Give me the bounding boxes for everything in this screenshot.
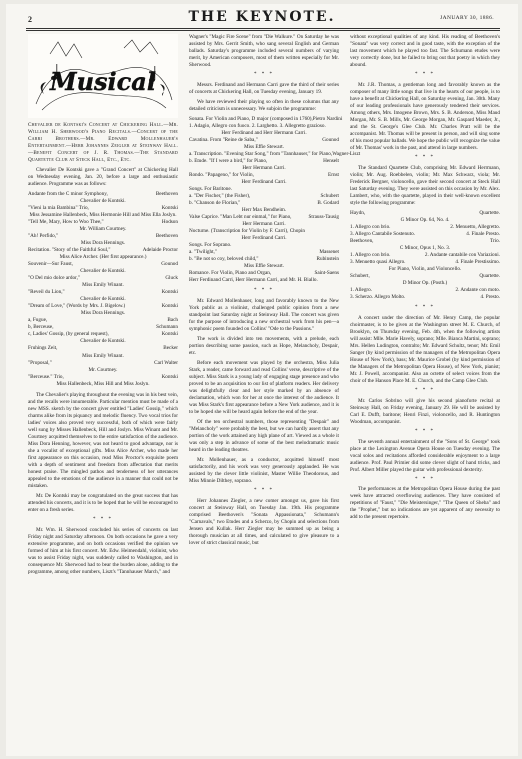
programme-work: Herr Ferdinand Carri, Herr Hermann Carri, and Mr. H. Biallo. xyxy=(189,277,318,284)
col1-headline: Chevalier de Kontski's Concert at Chickering Hall.—Mr. William H. Sherwood's Piano Recitals.—Concert of the Carri Brothers.—Mr. Edward Mollenhauer's Entertainment.—Herr Johannes Zeigler at Steinway Hall.—Benefit Concert of J. R. Thomas.—The Standard Quartette Club at Steck Hall, Etc., Etc. xyxy=(28,122,178,164)
musical-banner-art xyxy=(28,34,178,118)
programme-work: b. Etude. "If I were a bird," for Piano, xyxy=(189,157,268,164)
programme-performer: Herr Hermann Carri. xyxy=(242,221,286,228)
programme-composer: Carl Walter xyxy=(154,359,178,366)
programme-item xyxy=(28,275,178,282)
programme-work: "O Del mio dolce ardor," xyxy=(28,275,80,282)
programme-work: "Tell Me, Mary, How to Woo Thee," xyxy=(28,219,104,226)
programme-composer: Rubinstein xyxy=(316,256,339,263)
programme-item xyxy=(28,219,178,226)
article-paragraph: Herr Johannes Ziegler, a new comer amongst us, gave his first concert at Steinway Hall, on Tuesday Jan. 19th. His programme comprised Beethoven's "Sonata Appassionata," Schumann's "Carnavals," two Etudes and a Scherzo, by Chopin and selections from Jensen and Kullak. Herr Ziegler may be summed up as being a thorough musician at all times, and calculated to give pleasure to a lover of strict classical music, but xyxy=(189,498,339,547)
programme-performer: Mr. William Courtney. xyxy=(79,226,127,233)
programme-work: 1. Allegro con brio. xyxy=(350,251,391,258)
programme-composer: Saint-Saens xyxy=(314,270,339,277)
programme-work: a. "Der Fischer," (the Fisher), xyxy=(189,193,251,200)
programme-performer: Miss Effie Stewart. xyxy=(243,263,285,270)
programme-item xyxy=(28,261,178,268)
page-number: 2 xyxy=(28,15,32,24)
programme-work: 3. Allegro Cantabile Sostenuto. xyxy=(350,230,415,237)
programme-work: 1. Allegro. xyxy=(350,287,373,293)
programme-work: Sonata. For Violin and Piano, D major (composed in 1760), xyxy=(189,115,313,122)
col1-paragraphs xyxy=(28,392,178,576)
programme-performer: Miss Jessamine Hallenbeck, Miss Hermonie Hill and Miss Ella Joslyn. xyxy=(29,212,177,219)
programme-performer: Herr Hermann Carri. xyxy=(242,165,286,171)
column-1 xyxy=(28,34,178,579)
programme-work: Cavatina. From "Reine de Saba," xyxy=(189,136,258,143)
programme-composer: Beethoven xyxy=(155,191,178,198)
programme-item xyxy=(189,115,343,123)
article-paragraph: The performances at the Metropolitan Opera House during the past week have attracted overflowing audiences. They have consisted of repetitions of "Faust," "Die Meistersinger," "The Queen of Sheba" and the "Prophet," but no indications are yet apparent of any necessity to add to the present repertoire. xyxy=(350,486,500,521)
programme-work: Nocturne. (Transcription for Violin by F. Carri), Chopin xyxy=(189,228,305,235)
programme-composer: Beethoven xyxy=(155,233,178,240)
programme-composer: Henselt xyxy=(323,157,339,164)
masthead: THE KEYNOTE. xyxy=(188,9,336,25)
programme-composer: Becker xyxy=(163,345,178,352)
col2-para-0: Wagner's "Magic Fire Scene" from "Die Walkure." On Saturday he was assisted by Mrs. Gerrit Smith, who sang several English and German ballads. Saturday's programme included several numbers of varying merit, by American composers, most of them written especially for Mr. Sherwood. xyxy=(189,34,339,69)
programme-work: Andante from the C minor Symphony, xyxy=(28,191,108,198)
programme-work: Schubert, xyxy=(350,272,370,279)
programme-item xyxy=(189,137,339,144)
programme-composer: 4. Presto. xyxy=(480,294,500,301)
programme-performer: Miss Effie Stewart. xyxy=(243,143,285,150)
programme-composer: 4. Finale Prestissimo. xyxy=(455,258,500,265)
programme-work: b. "Be not so coy, beloved child," xyxy=(189,256,259,263)
programme-composer: Gluck xyxy=(165,275,178,282)
col3-para-0: without exceptional qualities of any kind. His reading of Beethoven's "Sonata" was very correct and in good taste, with the exception of the last movement which he played too fast. The Schumann etudes were very correctly done, but he failed to bring out that poetry in which they abound. xyxy=(350,34,500,69)
newspaper-page xyxy=(6,4,518,756)
programme-performer: Miss Dora Hennings. xyxy=(80,240,126,247)
programme-composer: 2. Andante cantabile con Variazioni. xyxy=(424,251,500,258)
programme-work: Fruhings Zeit, xyxy=(28,345,58,352)
programme-composer: Quartette. xyxy=(479,209,500,216)
programme-composer: Wagner-Liszt xyxy=(332,150,361,157)
programme-item xyxy=(28,374,178,381)
programme-work: b. "Chanson de Florian," xyxy=(189,200,241,207)
programme-work: c, Ladies' Gossip, (by general request), xyxy=(28,331,109,338)
programme-performer: Chevalier de Kontski. xyxy=(80,198,126,205)
programme-item xyxy=(350,273,500,280)
programme-performer: Herr Max Bendheim. xyxy=(241,207,287,214)
article-paragraph: Of the ten orchestral numbers, those representing "Despair" and "Melancholy" were probably the best, but we can hardly assert that any portion of the work attained any high plane of art. Viewed as a whole it was only a step in advance of some of the best melodramatic music heard in the leading theatres. xyxy=(189,419,339,454)
programme-composer: Kontski xyxy=(161,331,178,338)
article-paragraph: The work is divided into ten movements, with a prelude, each portion describing some passion, such as Hope, Melancholy, Despair, etc. xyxy=(189,336,339,357)
programme-composer: Adelaide Proctor xyxy=(142,247,178,254)
programme-composer: Kontski xyxy=(161,303,178,310)
programme-performer: Miss Dora Hennings. xyxy=(80,310,126,317)
programme-performer: Chevalier de Kontski. xyxy=(80,296,126,303)
article-paragraph: Mr. Carlos Sobrino will give his second pianoforte recital at Steinway Hall, on Friday evening, January 29. He will be assisted by Carl E. Dufft, baritone; Henri Finzi, violoncello, and R. Huntington Woodman, accompanist. xyxy=(350,397,500,425)
programme-composer: Schumann xyxy=(156,324,178,331)
programme-item xyxy=(28,331,178,338)
programme-item xyxy=(28,360,178,367)
programme-work: Songs. For Baritone. xyxy=(189,186,232,193)
column-3 xyxy=(350,34,500,524)
programme-item xyxy=(189,172,339,179)
col1-intro: Chevalier De Kontski gave a "Grand Concert" at Chickering Hall on Wednesday evening, Jan. 20, before a large and enthusiastic audience. Programme was as follows: xyxy=(28,167,178,188)
programme-work: Beethoven, xyxy=(350,237,374,244)
col2-paragraphs xyxy=(189,298,339,547)
programme-composer: Schubert xyxy=(320,193,339,200)
banner-title: Musical xyxy=(50,67,156,96)
programme-work: 3. Menuetto quasi Allegro. xyxy=(350,258,406,265)
programme-performer: C Minor, Opus 1, No. 3. xyxy=(399,244,451,251)
col2-para-2: We have reviewed their playing so often in these columns that any detailed criticism is unnecessary. We subjoin the programme: xyxy=(189,98,339,112)
programme-item xyxy=(189,249,339,256)
programme-composer: Strauss-Tausig xyxy=(308,214,339,221)
programme-performer: For Piano, Violin, and Violoncello. xyxy=(388,265,462,272)
section-divider-stars: * * * xyxy=(415,387,435,393)
programme-composer: Gounod xyxy=(322,136,339,143)
col3-paragraphs xyxy=(350,315,500,522)
article-paragraph: Mr. Wm. H. Sherwood concluded his series of concerts on last Friday night and Saturday afternoon. On both occasions he gave a very extensive programme, and on both occasions verified the opinion we formed of him at his first concert. Mr. Edw. Heimendahl, violinist, who was to assist Friday night, was suddenly called to Washington, and in consequence Mr. Sherwood had to bear the burden alone, adding to the programme, among other numbers, Liszt's "Tannhauser March," and xyxy=(28,526,178,575)
article-paragraph: Before each movement was played by the orchestra, Miss Julia Stark, a reader, came forward and read Collins' verse, descriptive of the subject. Miss Stark is a young lady of engaging stage presence and who proved to be an acquisition to our list of platform readers. Her delivery was delightfully clear and her style marked by an absence of declamation, which won for her at once the interest of the audience. It was Miss Stark's first appearance before a New York audience, and it is to be hoped she will be heard again before the end of the year. xyxy=(189,360,339,416)
programme-work: "Ah! Perfido," xyxy=(28,233,59,240)
programme-item xyxy=(28,303,178,310)
programme-performer: Chevalier de Kontski. xyxy=(80,268,126,275)
programme-item xyxy=(350,238,500,245)
programme-composer: Trio. xyxy=(489,237,500,244)
programme-composer: Pietro Nardini xyxy=(312,115,343,122)
header-rule xyxy=(26,28,500,29)
programme-item xyxy=(350,231,500,238)
programme-work: 1. Allegro con brio. xyxy=(350,223,391,230)
programme-item xyxy=(189,186,339,193)
programme-item xyxy=(28,289,178,296)
programme-work: "Dream of Love," (Words by Mrs. J. Bigelow.) xyxy=(28,303,126,310)
programme-composer: Bach xyxy=(167,317,178,324)
programme-item xyxy=(189,270,339,277)
programme-performer: Herr Ferdinand Carri. xyxy=(241,235,287,242)
programme-performer: Miss Alice Archer. (Her first appearance.) xyxy=(59,254,147,261)
programme-work: 3. Scherzo. Allegro Molto. xyxy=(350,294,406,301)
programme-composer: Kontski xyxy=(161,205,178,212)
programme-item xyxy=(350,294,500,301)
programme-composer: Kontski xyxy=(161,289,178,296)
programme-item xyxy=(350,259,500,266)
section-divider-stars: * * * xyxy=(254,488,274,494)
article-paragraph: Mr. De Kontski may be congratulated on the great success that has attended his concerts, and it is to be hoped that he will be encouraged to enter on a fresh series. xyxy=(28,492,178,513)
musical-banner xyxy=(28,34,178,118)
programme-work: Romance. For Violin, Piano and Organ, xyxy=(189,270,272,277)
programme-composer: Ernst xyxy=(328,172,339,179)
programme-work: Songs. For Soprano. xyxy=(189,242,232,249)
article-paragraph: The seventh annual entertainment of the "Sons of St. George" took place at the Lexington Avenue Opera House on Tuesday evening. The vocal solos and recitations afforded considerable enjoyment to a large audience. Prof. Paul Primier did some clever slight of hand tricks, and Prof. Albert Miller played the guitar with professional dexterity. xyxy=(350,438,500,473)
programme-composer: Massenet xyxy=(319,249,339,256)
programme-work: Valse Caprice. "Man Lebt nur einmal," for Piano, xyxy=(189,214,292,221)
programme-performer: Miss Hallenbeck, Miss Hill and Miss Joslyn. xyxy=(56,380,150,387)
programme-composer: B. Godard xyxy=(317,200,339,207)
programme-item xyxy=(189,123,339,130)
col3-para-2: The Standard Quartette Club, comprising Mr. Edward Herrmann, violin; Mr. Aug. Roebbelen, violin; Mr. Max Schwarz, viola; Mr. Frederick Bergner, violoncello, gave their second concert at Steck Hall last Saturday evening. They were assisted on this occasion by Mr. Alex. Lambert, who, with the quartette, played in their well-known excellent style the following programme: xyxy=(350,164,500,206)
programme-performer: G Minor Op. 64, No. 4. xyxy=(400,216,450,223)
programme-performer: Miss Emily Winant. xyxy=(82,282,124,289)
programme-work: a. "Twilight," xyxy=(189,249,217,256)
programme-work: b, Berceuse, xyxy=(28,324,54,331)
programme-item xyxy=(189,228,339,235)
programme-work: Rondo. "Papageno," for Violin, xyxy=(189,172,254,179)
section-divider-stars: * * * xyxy=(415,154,435,160)
article-paragraph: A concert under the direction of Mr. Henry Camp, the popular choirmaster, is to be given at the Washington street M. E. Church, of Brooklyn, on Thursday evening, Feb. 4th, when the following artists will assist: Mlle. Marie Havely, soprano; Mlle. Bianca Martini, soprano; Mrs. Hellen Ludington, contralto; Mr. Edward Schultz, tenor; Mr. Emil Sanger (by kind permission of the managers of the Metropolitan Opera House of New York), bass; Mr. Maurice Grobel (by kind permission of the Managers of the Metropolitan Opera House), of New York, pianist; Mr. J. Powell, accompanist. Also an octette of select voices from the choir of the Hanson Place M. E. Church, and the Camp Glee Club. xyxy=(350,314,500,384)
programme-composer: Quartette. xyxy=(479,272,500,279)
programme-work: 1. Adagio, Allegro con fuoco. 2. Larghetto. 3. Allegretto grazioso. xyxy=(189,122,326,129)
article-paragraph: Mr. Mollenhauer, as a conductor, acquitted himself most satisfactorily, and his work was very generously applauded. He was assisted by the clever little violinist, Master Willie Theodorous, and Miss Minnie Dilthey, soprano. xyxy=(189,457,339,485)
section-divider-stars: * * * xyxy=(254,72,274,78)
programme-performer: Miss Emily Winant. xyxy=(82,352,124,359)
programme-item xyxy=(28,205,178,212)
programme-performer: D Minor Op. (Posth.) xyxy=(402,279,448,286)
col2-para-1: Messrs. Ferdinand and Hermann Carri gave the third of their series of concerts at Chickering Hall, on Tuesday evening, January 19. xyxy=(189,81,339,95)
section-divider-stars: * * * xyxy=(415,476,435,482)
section-divider-stars: * * * xyxy=(415,305,435,311)
programme-work: Souvenir—Sur Faust, xyxy=(28,261,73,268)
programme-work: a. Transcription. "Evening Star Song," from "Tannhauser," for Piano, xyxy=(189,150,333,157)
programme-work: "Berceuse." Trio, xyxy=(28,373,64,380)
programme-item xyxy=(189,214,339,221)
col3-para-1: Mr. J.R. Thomas, a gentleman long and favorably known as the composer of many little songs that live in the hearts of our people, is to have a benefit at Chickering Hall, on Saturday evening, Jan. 30th. Many of our leading professionals have generously tendered their services. Among others, Mrs. Imogene Brown, Mrs. S. B. Anderson, Miss Maud Morgan, Mr. S. B. Mills, Mr. George Morgan, Mr. Gaspard Maeder, Jr., and the St. George's Glee Club. Mr. Charles Pratt will be the accompanist. Mr. Thomas will be present in person, and will sing some of his most popular ballads. We hope the public will recognize the value of Mr. Thomas' work in the past, and attend in large numbers. xyxy=(350,81,500,151)
programme-work: "Proposal," xyxy=(28,359,52,366)
programme-composer: Gounod xyxy=(161,261,178,268)
programme-item xyxy=(189,200,339,207)
programme-item xyxy=(28,191,178,198)
programme-work: Recitation. "Story of the Faithful Soul," xyxy=(28,247,111,254)
programme-work: "Vieni la mia Bambina" Trio, xyxy=(28,205,89,212)
issue-date: JANUARY 30, 1886. xyxy=(440,15,494,21)
programme-item xyxy=(350,287,500,294)
programme-item xyxy=(350,210,500,217)
programme-item xyxy=(350,224,500,231)
programme-item xyxy=(350,252,500,259)
programme-work: a, Fugue, xyxy=(28,317,48,324)
programme-item xyxy=(189,150,361,158)
section-divider-stars: * * * xyxy=(415,428,435,434)
article-paragraph: Mr. Edward Mollenhauer, long and favorably known to the New York public as a violinist, challenged public opinion from a new standpoint last Saturday night at Steinway Hall. The concert was given for the purpose of introducing a new orchestral work from his pen—a symphonic poem founded on Collins' "Ode to the Passions." xyxy=(189,298,339,333)
programme-item xyxy=(28,317,178,324)
col3-programme xyxy=(350,210,500,301)
programme-item xyxy=(189,158,339,165)
programme-work: "Reveil du Lion," xyxy=(28,289,65,296)
programme-item xyxy=(28,345,178,352)
programme-performer: Herr Ferdinand and Herr Hermann Carri. xyxy=(221,129,307,136)
header-rule-thin xyxy=(26,30,500,31)
section-divider-stars: * * * xyxy=(254,288,274,294)
programme-composer: 4. Finale Presto. xyxy=(466,230,500,237)
programme-composer: Kontski xyxy=(161,373,178,380)
programme-item xyxy=(28,233,178,240)
programme-item xyxy=(189,193,339,200)
programme-composer: 2. Andante con moto. xyxy=(455,287,500,293)
programme-performer: Herr Ferdinand Carri. xyxy=(241,179,287,186)
article-paragraph: The Chevalier's playing throughout the evening was in his best vein, and the recalls were innumerable. Particular mention must be made of a new MSS. sketch by the concert giver entitled "Ladies' Gossip," which charms alike from its piquancy and melodic fluency. Two vocal trios for ladies' voices also proved very successful, both of which were fairly well sung by Misses Hallenbeck, Hill and Joslyn. Miss Winant and Mr. Courtney acquitted themselves to the entire satisfaction of the audience. Miss Dora Henning, however, was not heard to good advantage, nor is she a vocalist of exceptional gifts. Miss Alice Archer, who made her first appearance on this occasion, read Miss Proctor's exquisite poem with a depth of sentiment and freedom from affectation that merits honest praise. The mingled pathos and tenderness of her utterances appealed to the emotions of the audience in a manner that could not be mistaken. xyxy=(28,391,178,489)
programme-item xyxy=(189,242,339,249)
programme-work: Haydn, xyxy=(350,209,366,216)
section-divider-stars: * * * xyxy=(415,72,435,78)
programme-composer: 2. Menuetto, Allegretto. xyxy=(450,223,500,230)
section-divider-stars: * * * xyxy=(93,516,113,522)
programme-performer: Mr. Courtney. xyxy=(88,366,118,373)
programme-performer: Chevalier de Kontski. xyxy=(80,338,126,345)
programme-item xyxy=(189,277,339,284)
col1-programme xyxy=(28,191,178,387)
page-header xyxy=(6,4,518,28)
programme-composer: Hodson xyxy=(161,219,178,226)
